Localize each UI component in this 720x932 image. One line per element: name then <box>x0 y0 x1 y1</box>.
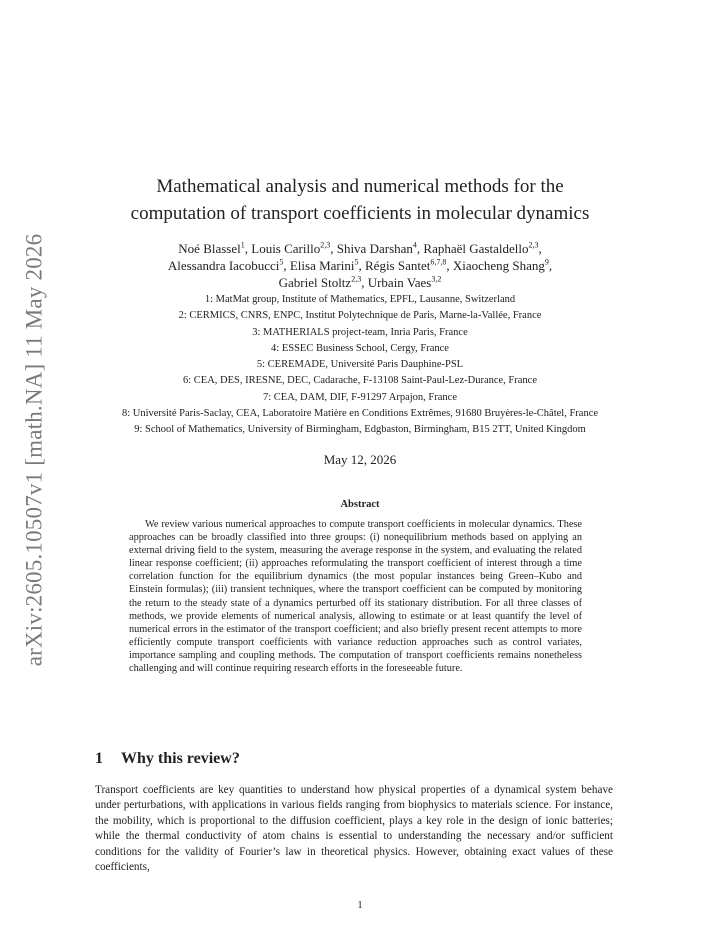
title-line-2: computation of transport coefficients in molecular dynamics <box>130 203 590 224</box>
affiliation-item: 1: MatMat group, Institute of Mathematics, EPFL, Lausanne, Switzerland <box>204 294 516 305</box>
affiliation-list <box>40 292 680 439</box>
page-number: 1 <box>357 899 363 911</box>
author-affiliation-mark: 4 <box>412 240 417 250</box>
author-separator: , <box>330 241 337 256</box>
affiliation-item: 8: Université Paris-Saclay, CEA, Laboratoire Matière en Conditions Extrêmes, 91680 Bruyères-le-Châtel, France <box>121 408 599 420</box>
author-affiliation-mark: 2,3 <box>320 240 331 250</box>
affiliation-item: 6: CEA, DES, IRESNE, DEC, Cadarache, F-13108 Saint-Paul-Lez-Durance, France <box>183 375 537 387</box>
author-affiliation-mark: 2,3 <box>351 274 362 284</box>
author-name: Gabriel Stoltz <box>278 275 352 290</box>
author-separator: , <box>283 258 290 273</box>
abstract-heading: Abstract <box>340 499 380 510</box>
section-title-text: Why this review? <box>121 750 240 767</box>
author-separator: , <box>361 275 368 290</box>
author-name: Noé Blassel <box>178 241 241 256</box>
author-affiliation-mark: 2,3 <box>528 240 539 250</box>
abstract-text: We review various numerical approaches to compute transport coefficients in molecular dynamics. These approaches can be broadly classified into three groups: (i) nonequilibrium methods based on applying an external driving field to the system, measuring the average response in the system, and evaluating the related linear response coefficient; (ii) approaches reformulating the transport coefficient of interest through a time correlation function for the equilibrium dynamics (the most popular instances being Green–Kubo and Einstein formulas); (iii) transient techniques, where the transport coefficient can be computed by monitoring the return to the steady state of a dynamics perturbed off its stationary distribution. For all three classes of methods, we provide elements of numerical analysis, allowing to estimate or at least quantify the level of numerical errors in the estimator of the transport coefficient; and also briefly present recent attempts to more efficiently compute transport coefficients with variance reduction approaches such as control variates, importance sampling and coupling methods. The computation of transport coefficients remains nonetheless challenging and will continue requiring research efforts in the foreseeable future. <box>129 519 582 675</box>
author-affiliation-mark: 3,2 <box>431 274 442 284</box>
paper-date: May 12, 2026 <box>323 452 397 467</box>
paper-title <box>60 173 660 227</box>
author-affiliation-mark: 6,7,8 <box>430 257 447 267</box>
affiliation-item: 9: School of Mathematics, University of Birmingham, Edgbaston, Birmingham, B15 2TT, United Kingdom <box>134 424 586 436</box>
author-separator: , <box>548 258 553 273</box>
author-name: Louis Carillo <box>251 241 321 256</box>
section-heading <box>95 750 240 768</box>
affiliation-item: 3: MATHERIALS project-team, Inria Paris, France <box>252 326 468 338</box>
affiliation-item: 5: CEREMADE, Université Paris Dauphine-PSL <box>256 359 464 371</box>
author-name: Régis Santet <box>365 258 431 273</box>
author-name: Urbain Vaes <box>367 275 432 290</box>
affiliation-item: 2: CERMICS, CNRS, ENPC, Institut Polytechnique de Paris, Marne-la-Vallée, France <box>178 310 542 322</box>
author-affiliation-mark: 5 <box>354 257 359 267</box>
author-name: Shiva Darshan <box>336 241 413 256</box>
section-number: 1 <box>95 750 103 767</box>
author-list <box>60 240 660 291</box>
author-affiliation-mark: 1 <box>240 240 245 250</box>
author-separator: , <box>416 241 424 256</box>
author-name: Elisa Marini <box>289 258 355 273</box>
author-separator: , <box>446 258 453 273</box>
author-affiliation-mark: 5 <box>279 257 284 267</box>
author-name: Xiaocheng Shang <box>452 258 545 273</box>
author-separator: , <box>244 241 252 256</box>
title-line-1: Mathematical analysis and numerical methods for the <box>156 176 564 197</box>
author-line-2 <box>60 257 660 274</box>
author-name: Raphaël Gastaldello <box>423 241 529 256</box>
section-paragraph: Transport coefficients are key quantities to understand how physical properties of a dynamical system behave under perturbations, with applications in various fields ranging from biophysics to materials science. For instance, the mobility, which is proportional to the diffusion coefficient, plays a key role in the design of ionic batteries; while the thermal conductivity of atom chains is essential to understanding the necessary and/or sufficient conditions for the validity of Fourier’s law in theoretical physics. However, obtaining exact values of these coefficients, <box>95 784 613 874</box>
author-name: Alessandra Iacobucci <box>167 258 280 273</box>
affiliation-item: 7: CEA, DAM, DIF, F-91297 Arpajon, France <box>263 391 457 403</box>
author-separator: , <box>538 241 542 256</box>
author-affiliation-mark: 9 <box>544 257 549 267</box>
affiliation-item: 4: ESSEC Business School, Cergy, France <box>271 342 449 354</box>
author-line-1 <box>60 240 660 257</box>
arxiv-identifier-text: arXiv:2605.10507v1 [math.NA] 11 May 2026 <box>21 233 46 667</box>
author-line-3 <box>60 274 660 291</box>
author-separator: , <box>358 258 365 273</box>
